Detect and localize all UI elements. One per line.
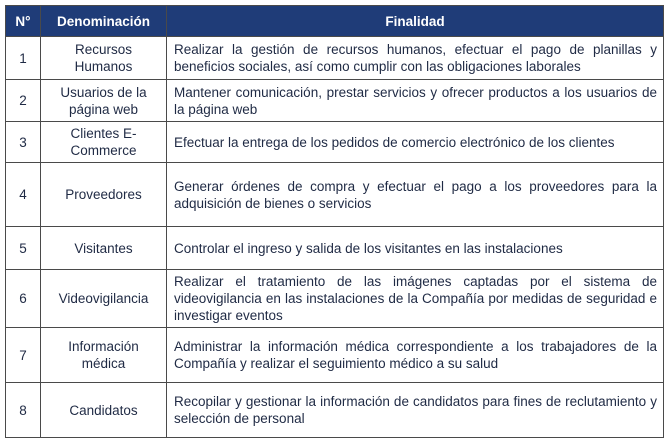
row-num: 5 bbox=[6, 227, 41, 270]
table-row bbox=[6, 383, 664, 438]
row-denominacion: Proveedores bbox=[41, 163, 167, 227]
row-finalidad: Administrar la información médica correspondiente a los trabajadores de la Compañía y realizar el seguimiento médico a su salud bbox=[167, 328, 664, 383]
table-row bbox=[6, 163, 664, 227]
row-denominacion: Candidatos bbox=[41, 383, 167, 438]
table-row bbox=[6, 270, 664, 328]
table-row bbox=[6, 328, 664, 383]
row-finalidad: Recopilar y gestionar la información de candidatos para fines de reclutamiento y selección de personal bbox=[167, 383, 664, 438]
table-row bbox=[6, 37, 664, 80]
row-num: 7 bbox=[6, 328, 41, 383]
row-finalidad: Realizar el tratamiento de las imágenes captadas por el sistema de videovigilancia en las instalaciones de la Compañía por medidas de seguridad e investigar eventos bbox=[167, 270, 664, 328]
row-denominacion: Videovigilancia bbox=[41, 270, 167, 328]
row-denominacion: Visitantes bbox=[41, 227, 167, 270]
row-finalidad: Realizar la gestión de recursos humanos, efectuar el pago de planillas y beneficios sociales, así como cumplir con las obligaciones laborales bbox=[167, 37, 664, 80]
row-finalidad: Efectuar la entrega de los pedidos de comercio electrónico de los clientes bbox=[167, 122, 664, 163]
table-row bbox=[6, 227, 664, 270]
header-finalidad: Finalidad bbox=[167, 6, 664, 37]
row-num: 2 bbox=[6, 80, 41, 122]
header-denominacion: Denominación bbox=[41, 6, 167, 37]
row-denominacion: Clientes E-Commerce bbox=[41, 122, 167, 163]
row-finalidad: Mantener comunicación, prestar servicios y ofrecer productos a los usuarios de la página web bbox=[167, 80, 664, 122]
row-denominacion: Usuarios de la página web bbox=[41, 80, 167, 122]
row-finalidad: Controlar el ingreso y salida de los visitantes en las instalaciones bbox=[167, 227, 664, 270]
row-num: 8 bbox=[6, 383, 41, 438]
row-finalidad: Generar órdenes de compra y efectuar el pago a los proveedores para la adquisición de bienes o servicios bbox=[167, 163, 664, 227]
row-num: 1 bbox=[6, 37, 41, 80]
header-num: N° bbox=[6, 6, 41, 37]
row-num: 6 bbox=[6, 270, 41, 328]
row-num: 3 bbox=[6, 122, 41, 163]
row-denominacion: Información médica bbox=[41, 328, 167, 383]
data-treatment-table bbox=[5, 5, 664, 438]
row-num: 4 bbox=[6, 163, 41, 227]
table-row bbox=[6, 80, 664, 122]
header-row bbox=[6, 6, 664, 37]
row-denominacion: Recursos Humanos bbox=[41, 37, 167, 80]
table-row bbox=[6, 122, 664, 163]
